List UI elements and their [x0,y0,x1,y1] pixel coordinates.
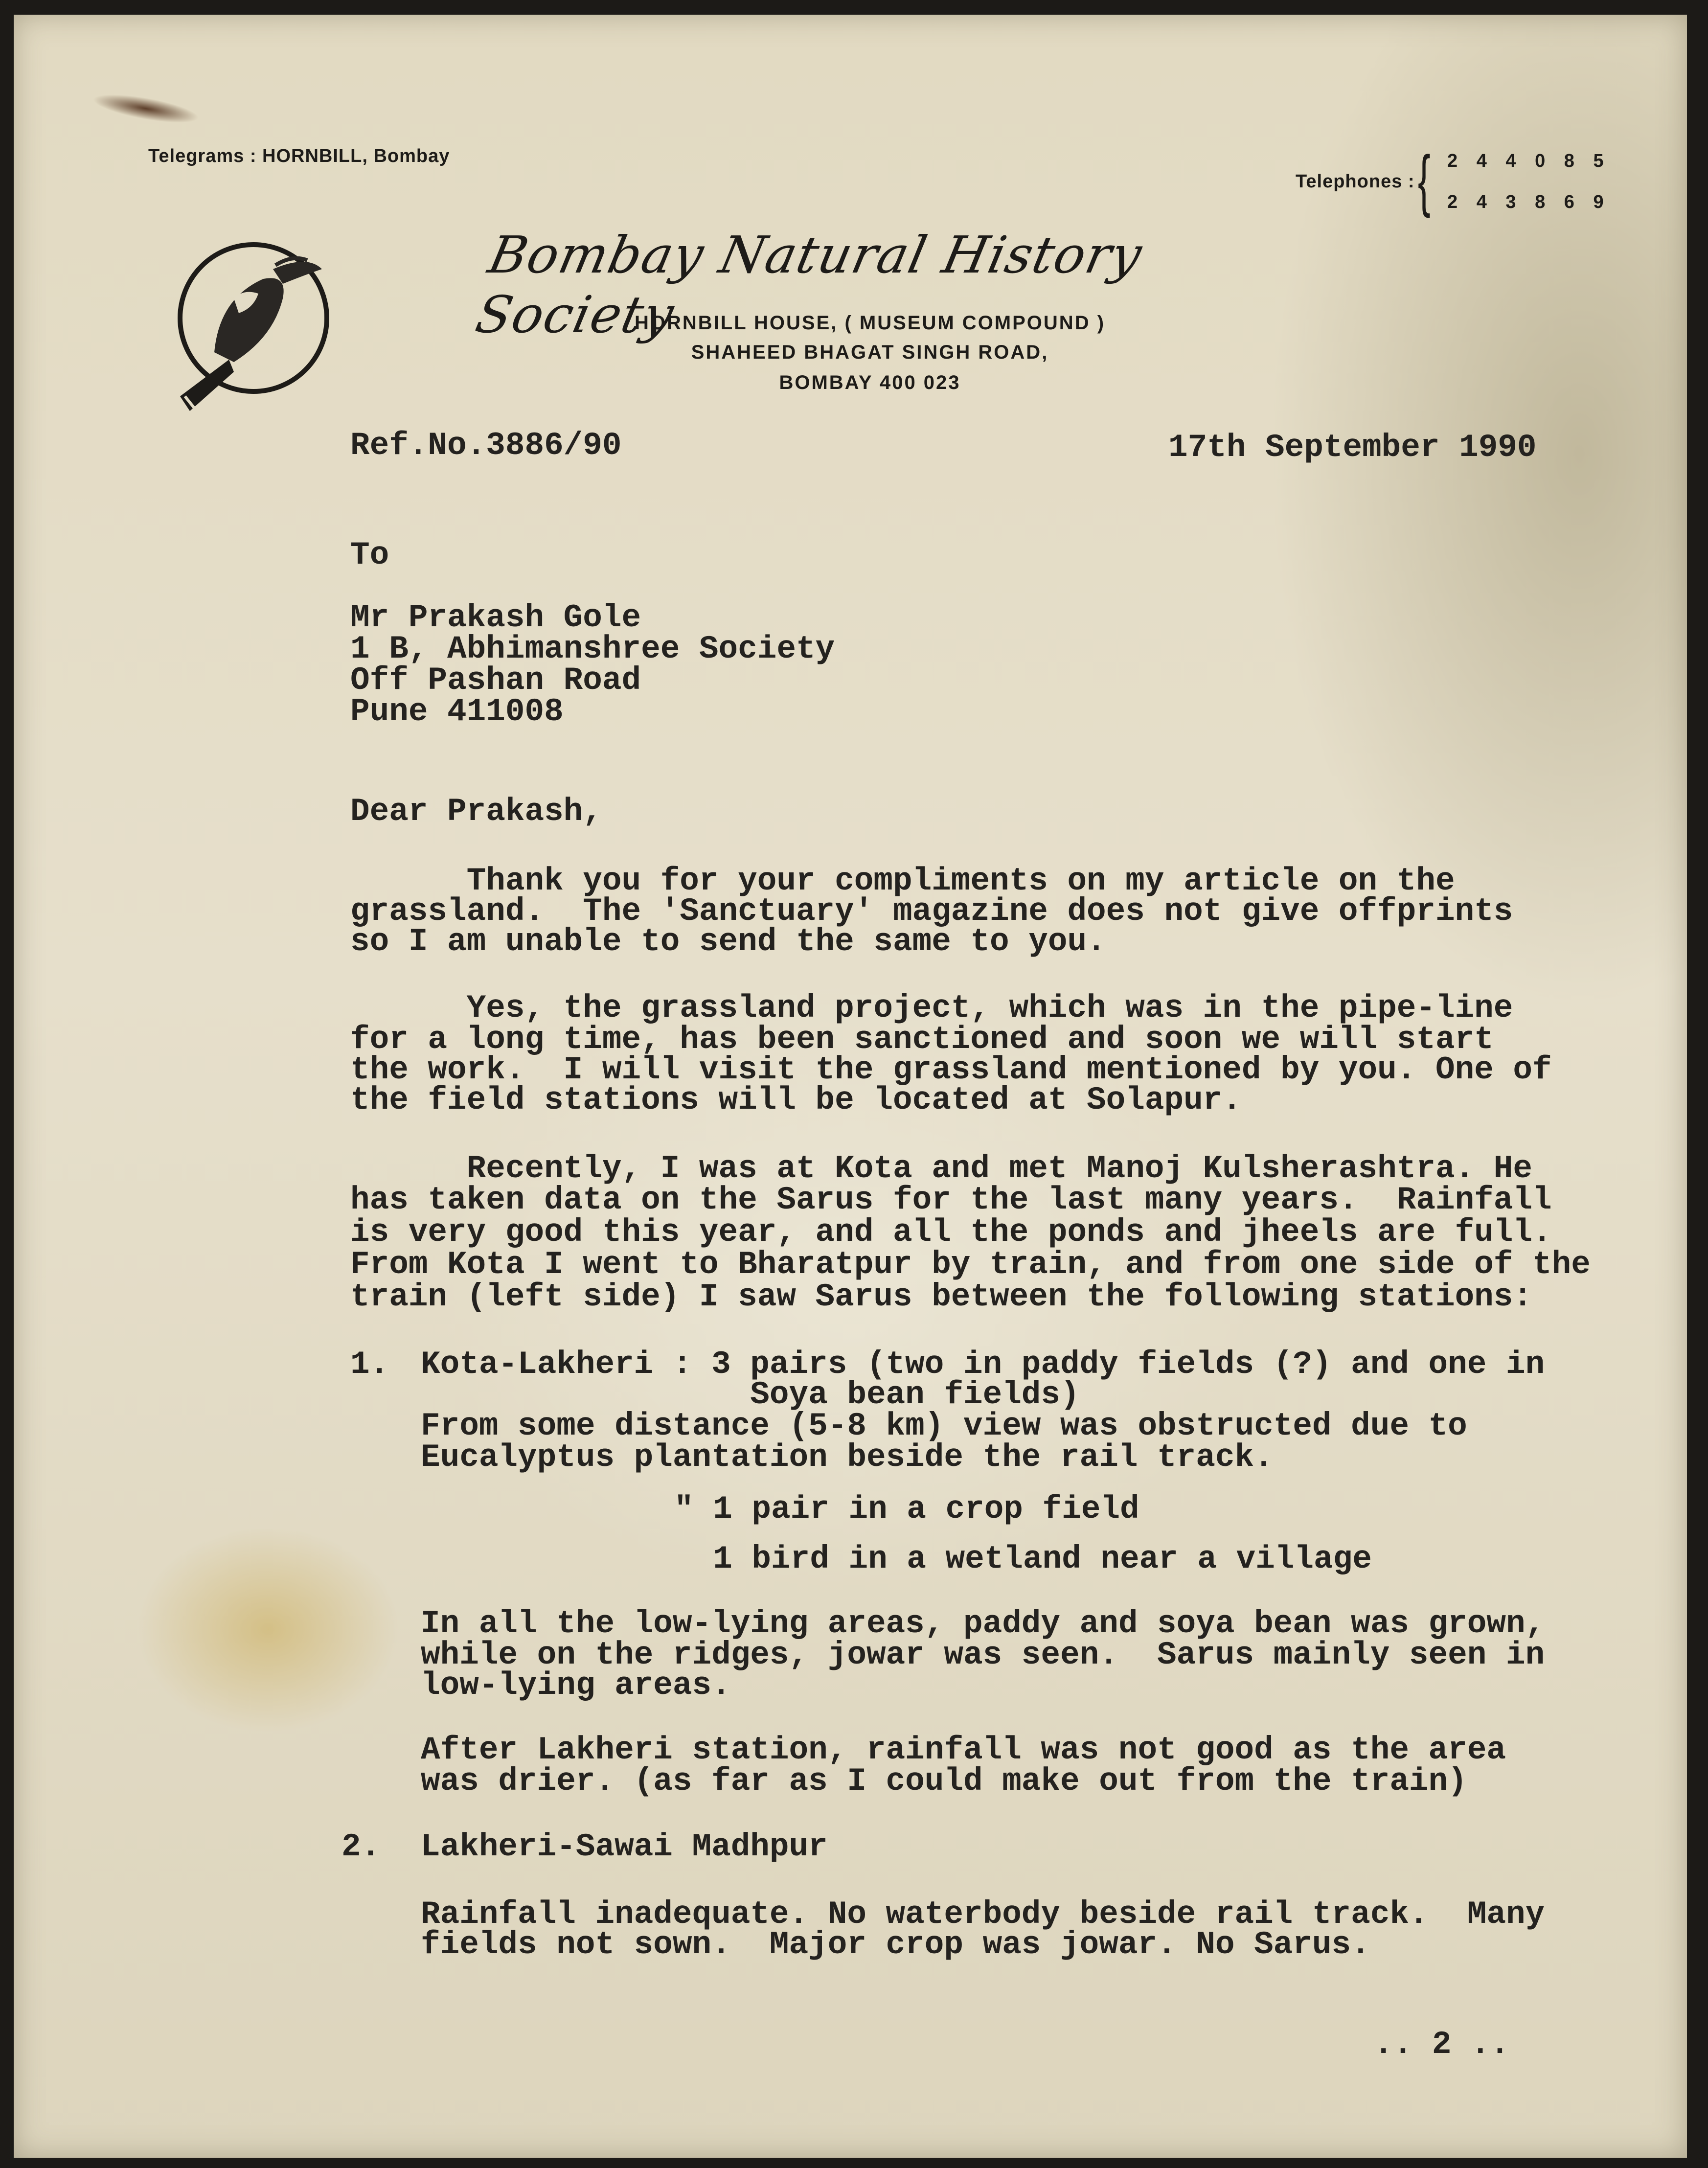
list-item-title: Lakheri-Sawai Madhpur [421,1828,828,1865]
recipient-line: Mr Prakash Gole [350,599,641,636]
list-number: 1. [350,1346,389,1383]
telephone-number: 2 4 3 8 6 9 [1447,192,1611,212]
list-item-line: Kota-Lakheri : 3 pairs (two in paddy fields (?) and one in [421,1346,1545,1383]
list-subitem: " 1 pair in a crop field [674,1491,1139,1528]
body-line: the work. I will visit the grassland mentioned by you. One of [350,1051,1552,1088]
list-item-line: After Lakheri station, rainfall was not good as the area [421,1732,1506,1768]
list-item-line: Eucalyptus plantation beside the rail track. [421,1439,1274,1476]
letter-date: 17th September 1990 [1168,429,1537,466]
list-item-line: Soya bean fields) [421,1376,1080,1413]
telephone-number: 2 4 4 0 8 5 [1447,151,1611,171]
hornbill-logo-icon [160,235,337,421]
list-item-line: fields not sown. Major crop was jowar. No Sarus. [421,1926,1370,1963]
society-name: Bombay Natural History Society [471,225,1148,344]
body-line: grassland. The 'Sanctuary' magazine does not give offprints [350,893,1513,930]
body-line: so I am unable to send the same to you. [350,923,1106,960]
list-item-line: while on the ridges, jowar was seen. Sarus mainly seen in [421,1637,1545,1673]
recipient-line: Pune 411008 [350,693,564,730]
body-line: for a long time, has been sanctioned and soon we will start [350,1021,1494,1058]
list-item-line: was drier. (as far as I could make out from the train) [421,1763,1467,1800]
list-item-line: In all the low-lying areas, paddy and soya bean was grown, [421,1605,1545,1642]
address-line: HORNBILL HOUSE, ( MUSEUM COMPOUND ) [634,312,1106,334]
body-line: the field stations will be located at Solapur. [350,1082,1242,1118]
body-line: train (left side) I saw Sarus between the following stations: [350,1278,1532,1315]
list-subitem: 1 bird in a wetland near a village [674,1541,1372,1577]
body-line: From Kota I went to Bharatpur by train, and from one side of the [350,1246,1591,1283]
page-marker: .. 2 .. [1374,2026,1510,2063]
reference-number: Ref.No.3886/90 [350,427,622,464]
address-line: SHAHEED BHAGAT SINGH ROAD, [691,342,1049,363]
body-line: Thank you for your compliments on my article on the [350,863,1455,899]
list-item-line: Rainfall inadequate. No waterbody beside rail track. Many [421,1896,1545,1933]
to-label: To [350,537,389,573]
body-line: Yes, the grassland project, which was in the pipe-line [350,990,1513,1027]
list-number: 2. [342,1828,381,1865]
brace-icon: { [1418,141,1431,218]
list-item-line: low-lying areas. [421,1667,731,1704]
recipient-line: Off Pashan Road [350,662,641,699]
salutation: Dear Prakash, [350,793,602,830]
list-item-line: From some distance (5-8 km) view was obstructed due to [421,1408,1467,1444]
letter-page [14,15,1687,2158]
body-line: is very good this year, and all the ponds and jheels are full. [350,1214,1552,1251]
telephones-label: Telephones : [1296,171,1415,192]
telegrams-line: Telegrams : HORNBILL, Bombay [148,146,450,166]
address-line: BOMBAY 400 023 [779,372,961,393]
recipient-line: 1 B, Abhimanshree Society [350,631,835,667]
body-line: has taken data on the Sarus for the last many years. Rainfall [350,1182,1552,1218]
stain-mark [91,89,201,129]
body-line: Recently, I was at Kota and met Manoj Kulsherashtra. He [350,1150,1532,1187]
